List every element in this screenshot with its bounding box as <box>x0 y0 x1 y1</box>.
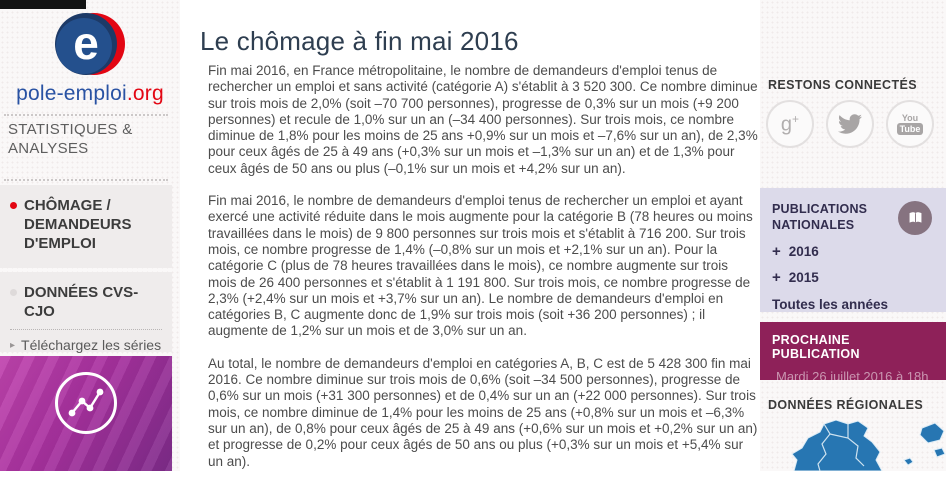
prochaine-publication-title: PROCHAINE PUBLICATION <box>772 333 860 361</box>
main-content <box>180 0 760 471</box>
youtube-icon: You <box>901 113 919 123</box>
sidebar-group-chomage <box>0 185 172 268</box>
donnees-regionales-title: DONNÉES RÉGIONALES <box>768 398 924 412</box>
article-body <box>208 63 760 486</box>
logo-letter: e <box>73 17 99 69</box>
sidebar-separator <box>4 179 168 181</box>
triangle-right-icon: ▸ <box>10 339 16 351</box>
youtube-button[interactable] <box>886 100 934 148</box>
menu-separator <box>10 329 162 330</box>
pole-emploi-logo-icon <box>51 8 129 82</box>
year-label: 2015 <box>788 270 819 285</box>
social-links <box>766 100 934 148</box>
sidebar-section-title: STATISTIQUES & ANALYSES <box>8 121 133 157</box>
prochaine-publication-block <box>760 322 946 384</box>
paragraph-categories-b-c: Fin mai 2016, le nombre de demandeurs d'emploi tenus de rechercher un emploi et ayant exercé une activité réduite dans le mois augmente pour la catégorie B (78 heures ou moins travaillées dans le mois) de 9 800 personnes sur trois mois et s'établit à 716 200. Sur trois mois, ce nombre progresse de 1,4% (–0,8% sur un mois et +2,1% sur un an). Pour la catégorie C (plus de 78 heures travaillées dans le mois), ce nombre augmente sur trois mois de 26 400 personnes et s'établit à 1 191 800. Sur trois mois, ce nombre progresse de 2,3% (+2,4% sur un mois et +3,7% sur un an). Le nombre de demandeurs d'emploi en catégories B, C augmente donc de 1,9% sur trois mois (soit +36 200 personnes) ; il augmente de 1,2% sur un mois et de 3,0% sur un an. <box>208 193 753 339</box>
sidebar-item-telecharger-series[interactable] <box>10 337 162 353</box>
sidebar-separator <box>4 114 168 116</box>
pole-emploi-logo[interactable] <box>0 8 180 106</box>
prochaine-publication-date: Mardi 26 juillet 2016 à 18h <box>776 369 929 384</box>
sidebar-link-label: Téléchargez les séries <box>21 337 162 353</box>
statistics-tile[interactable] <box>0 356 172 471</box>
publications-title: PUBLICATIONS NATIONALES <box>772 202 868 232</box>
paragraph-categorie-a: Fin mai 2016, en France métropolitaine, le nombre de demandeurs d'emploi tenus de rechercher un emploi et sans activité (catégorie A) s'établit à 3 520 300. Ce nombre diminue sur trois mois de 2,0% (soit –70 700 personnes), progresse de 0,3% sur un mois (+9 200 personnes) et recule de 1,0% sur un an (–34 400 personnes). Sur trois mois, ce nombre diminue de 1,8% pour les moins de 25 ans +0,9% sur un mois et –7,6% sur un an), de 2,3% pour ceux âgés de 25 à 49 ans (+0,3% sur un mois et –1,3% sur un an) et de 1,3% pour ceux âgés de 50 ans ou plus (–0,1% sur un mois et +4,2% sur un an). <box>208 63 758 176</box>
france-map[interactable] <box>764 420 946 471</box>
publications-year-2015[interactable] <box>772 270 934 285</box>
twitter-button[interactable] <box>826 100 874 148</box>
book-icon <box>898 201 932 235</box>
right-sidebar <box>760 0 946 471</box>
logo-wordmark-red: .org <box>126 82 164 105</box>
left-sidebar <box>0 0 180 471</box>
logo-wordmark <box>0 82 180 106</box>
plus-icon: + <box>772 269 781 286</box>
googleplus-icon: g+ <box>780 112 800 136</box>
sidebar-item-donnees-cvs-cjo[interactable] <box>10 283 162 321</box>
sidebar-group-donnees <box>0 272 172 352</box>
gray-bullet-icon <box>10 289 17 296</box>
logo-wordmark-blue: pole-emploi <box>16 82 127 105</box>
page-title: Le chômage à fin mai 2016 <box>200 26 519 56</box>
googleplus-button[interactable] <box>766 100 814 148</box>
plus-icon: + <box>772 243 781 260</box>
line-chart-icon <box>55 372 117 434</box>
publications-year-2016[interactable] <box>772 244 934 259</box>
publications-nationales-block <box>760 188 946 312</box>
restons-connectes-title: RESTONS CONNECTÉS <box>768 78 917 92</box>
sidebar-item-label: DONNÉES CVS-CJO <box>24 284 139 320</box>
year-label: 2016 <box>788 244 819 259</box>
twitter-icon <box>838 112 862 136</box>
youtube-icon-box: Tube <box>897 123 924 135</box>
sidebar-item-label: CHÔMAGE / DEMANDEURS D'EMPLOI <box>24 197 132 252</box>
red-bullet-icon <box>10 202 17 209</box>
paragraph-categories-a-b-c: Au total, le nombre de demandeurs d'emploi en catégories A, B, C est de 5 428 300 fin mai 2016. Ce nombre diminue sur trois mois de 0,6% (soit –34 500 personnes), progresse de 0,6% sur un mois (+31 300 personnes) et de 0,4% sur un an (+22 000 personnes). Sur trois mois, ce nombre diminue de 1,4% pour les moins de 25 ans (+0,8% sur un mois et –6,3% sur un an), de 0,8% pour ceux âgés de 25 à 49 ans (+0,6% sur un mois et +0,2% sur un an) et progresse de 0,2% pour ceux âgés de 50 ans ou plus (+0,3% sur un mois et +5,4% sur un an). <box>208 355 758 469</box>
all-years-link[interactable]: Toutes les années <box>772 297 889 312</box>
sidebar-item-chomage-demandeurs[interactable] <box>10 196 162 253</box>
